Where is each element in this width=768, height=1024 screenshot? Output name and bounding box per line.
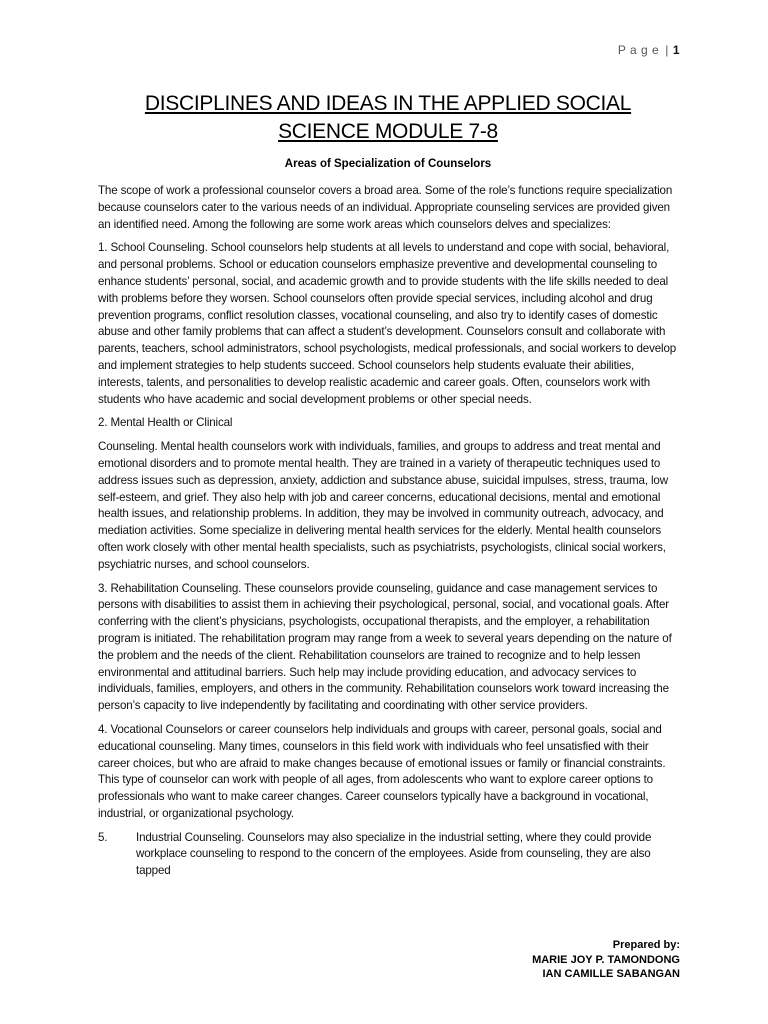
page-divider: |	[665, 43, 669, 57]
rehabilitation-paragraph: 3. Rehabilitation Counseling. These counselors provide counseling, guidance and case management services to persons with disabilities to assist them in achieving their psychological, personal, social, and vocational goals. After conferring with the client’s physicians, psychologists, occupational therapists, and the employer, a rehabilitation program is initiated. The rehabilitation program may range from a week to several years depending on the nature of the problem and the needs of the client. Rehabilitation counselors are trained to recognize and to help lessen environmental and attitudinal barriers. Such help may include providing education, and advocacy services to individuals, families, employers, and others in the community. Rehabilitation counselors work toward increasing the person’s capacity to live independently by facilitating and coordinating with other service providers.	[98, 581, 672, 713]
title-line-2: SCIENCE MODULE 7-8	[278, 120, 498, 143]
mental-health-heading: 2. Mental Health or Clinical	[98, 416, 233, 430]
author-name-1: MARIE JOY P. TAMONDONG	[532, 953, 680, 966]
title-line-1: DISCIPLINES AND IDEAS IN THE APPLIED SOCIAL	[144, 92, 632, 115]
document-body	[98, 183, 680, 880]
prepared-by-block	[532, 938, 680, 982]
author-name-2: IAN CAMILLE SABANGAN	[542, 968, 680, 980]
industrial-counseling-item	[98, 830, 680, 880]
school-counseling-paragraph: 1. School Counseling. School counselors help students at all levels to understand and cope with social, behavioral, and personal problems. School or education counselors emphasize preventive and developmental counseling to enhance students’ personal, social, and academic growth and to provide students with the life skills needed to deal with problems before they worsen. School counselors often provide special services, including alcohol and drug prevention programs, conflict resolution classes, vocational counseling, and also try to identify cases of domestic abuse and other family problems that can affect a student’s development. Counselors consult and collaborate with parents, teachers, school administrators, school psychologists, medical professionals, and social workers to develop and implement strategies to help students succeed. School counselors help students evaluate their abilities, interests, talents, and personalities to develop realistic academic and career goals. Often, counselors work with students who have academic and social development problems or other special needs.	[98, 241, 677, 406]
industrial-item-number: 5.	[98, 830, 108, 844]
section-subtitle: Areas of Specialization of Counselors	[284, 158, 492, 170]
intro-paragraph: The scope of work a professional counselor covers a broad area. Some of the role’s functions require specialization because counselors cater to the various needs of an individual. Appropriate counseling services are provided given an identified need. Among the following are some work areas which counselors delves and specializes:	[98, 184, 673, 231]
mental-health-paragraph: Counseling. Mental health counselors work with individuals, families, and groups to address and treat mental and emotional disorders and to promote mental health. They are trained in a variety of therapeutic techniques used to address issues such as depression, anxiety, addiction and substance abuse, suicidal impulses, stress, trauma, low self-esteem, and grief. They also help with job and career concerns, educational decisions, mental and emotional health issues, and relationship problems. In addition, they may be involved in community outreach, advocacy, and mediation activities. Some specialize in delivering mental health services for the elderly. Mental health counselors often work closely with other mental health specialists, such as psychiatrists, psychologists, clinical social workers, psychiatric nurses, and school counselors.	[98, 440, 668, 571]
page-label: P a g e	[617, 43, 660, 57]
vocational-paragraph: 4. Vocational Counselors or career counselors help individuals and groups with career, personal goals, social and educational counseling. Many times, counselors in this field work with individuals who feel unsatisfied with their career choices, but who are afraid to make changes because of emotional issues or family or financial constraints. This type of counselor can work with people of all ages, from adolescents who want to explore career options to professionals who want to make career changes. Career counselors typically have a background in vocational, industrial, or organizational psychology.	[98, 722, 666, 820]
page-number: 1	[672, 43, 680, 57]
document-title	[98, 90, 678, 146]
page-header	[618, 43, 680, 57]
industrial-paragraph: Industrial Counseling. Counselors may also specialize in the industrial setting, where they could provide workplace counseling to respond to the concern of the employees. Aside from counseling, they are also tapped	[136, 830, 652, 878]
prepared-by-label: Prepared by:	[612, 939, 680, 951]
